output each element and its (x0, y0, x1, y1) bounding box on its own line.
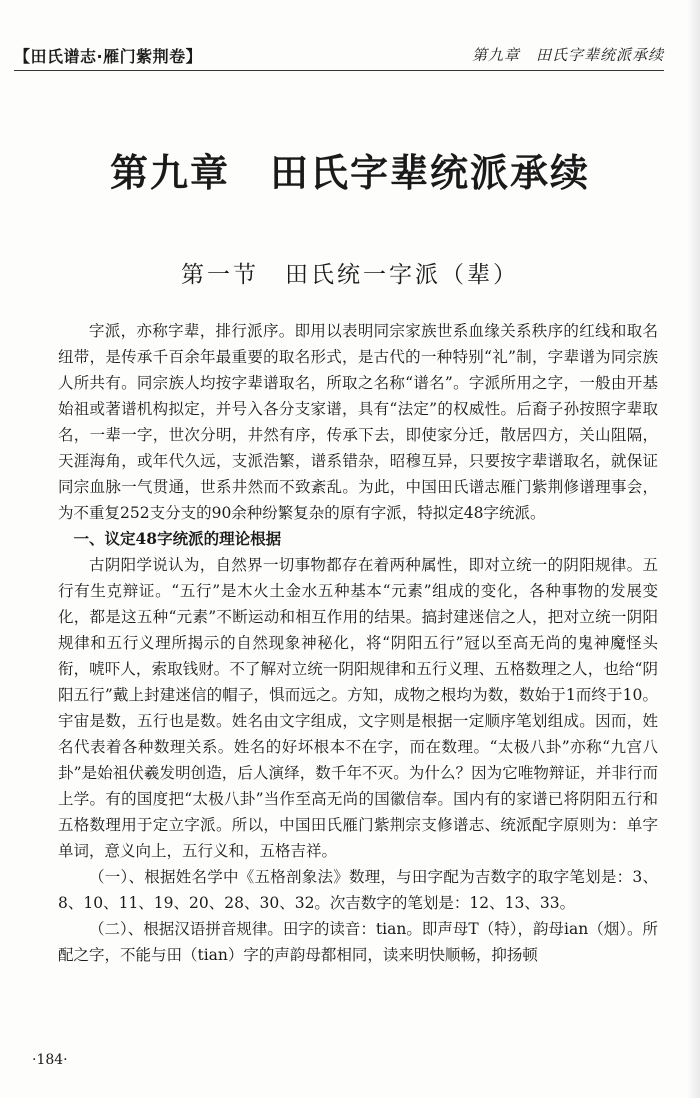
header-chapter-title: 第九章 田氏字辈统派承续 (471, 46, 664, 64)
list-item-pinyin: （二）、根据汉语拼音规律。田字的读音：tian。即声母T（特），韵母ian（烟）。所配之字，不能与田（tian）字的声韵母都相同，读来明快顺畅，抑扬顿 (58, 920, 658, 964)
page-edge-shadow (686, 0, 700, 1098)
list-item-strokes: （一）、根据姓名学中《五格剖象法》数理，与田字配为吉数字的取字笔划是：3、8、10、11、19、20、28、30、32。次吉数字的笔划是：12、13、33。 (58, 868, 658, 912)
header-book-title: 【田氏谱志·雁门紫荆卷】 (14, 47, 203, 66)
paragraph-theory: 古阴阳学说认为，自然界一切事物都存在着两种属性，即对立统一的阴阳规律。五行有生克辩证。“五行”是木火土金水五种基本“元素”组成的变化，各种事物的发展变化，都是这五种“元素”不断运动和相互作用的结果。搞封建迷信之人，把对立统一阴阳规律和五行义理所揭示的自然现象神秘化，将“阴阳五行”冠以至高无尚的鬼神魔怪头衔，唬吓人，索取钱财。不了解对立统一阴阳规律和五行义理、五格数理之人，也给“阴阳五行”戴上封建迷信的帽子，惧而远之。方知，成物之根均为数，数始于1而终于10。宇宙是数，五行也是数。姓名由文字组成，文字则是根据一定顺序笔划组成。因而，姓名代表着各种数理关系。姓名的好坏根本不在字，而在数理。“太极八卦”亦称“九宫八卦”是始祖伏羲发明创造，后人演绎，数千年不灭。为什么？因为它唯物辩证，并非行而上学。有的国度把“太极八卦”当作至高无尚的国徽信奉。国内有的家谱已将阴阳五行和五格数理用于定立字派。所以，中国田氏雁门紫荆宗支修谱志、统派配字原则为：单字单词，意义向上，五行义和，五格吉祥。 (58, 556, 658, 860)
body-text (58, 318, 658, 968)
page-number: ·184· (32, 1052, 68, 1068)
chapter-title: 第九章 田氏字辈统派承续 (109, 151, 590, 195)
paragraph-intro: 字派，亦称字辈，排行派序。即用以表明同宗家族世系血缘关系秩序的红线和取名纽带，是传承千百余年最重要的取名形式，是古代的一种特别“礼”制，字辈谱为同宗族人所共有。同宗族人均按字辈谱取名，所取之名称“谱名”。字派所用之字，一般由开基始祖或著谱机构拟定，并号入各分支家谱，具有“法定”的权威性。后裔子孙按照字辈取名，一辈一字，世次分明，井然有序，传承下去，即使家分迁，散居四方，关山阻隔，天涯海角，或年代久远，支派浩繁，谱系错杂，昭穆互异，只要按字辈谱取名，就保证同宗血脉一气贯通，世系井然而不致紊乱。为此，中国田氏谱志雁门紫荆修谱理事会，为不重复252支分支的90余种纷繁复杂的原有字派，特拟定48字统派。 (58, 322, 658, 522)
subsection-heading: 一、议定48字统派的理论根据 (73, 529, 282, 548)
section-title: 第一节 田氏统一字派（辈） (181, 262, 519, 288)
running-header (14, 42, 664, 71)
